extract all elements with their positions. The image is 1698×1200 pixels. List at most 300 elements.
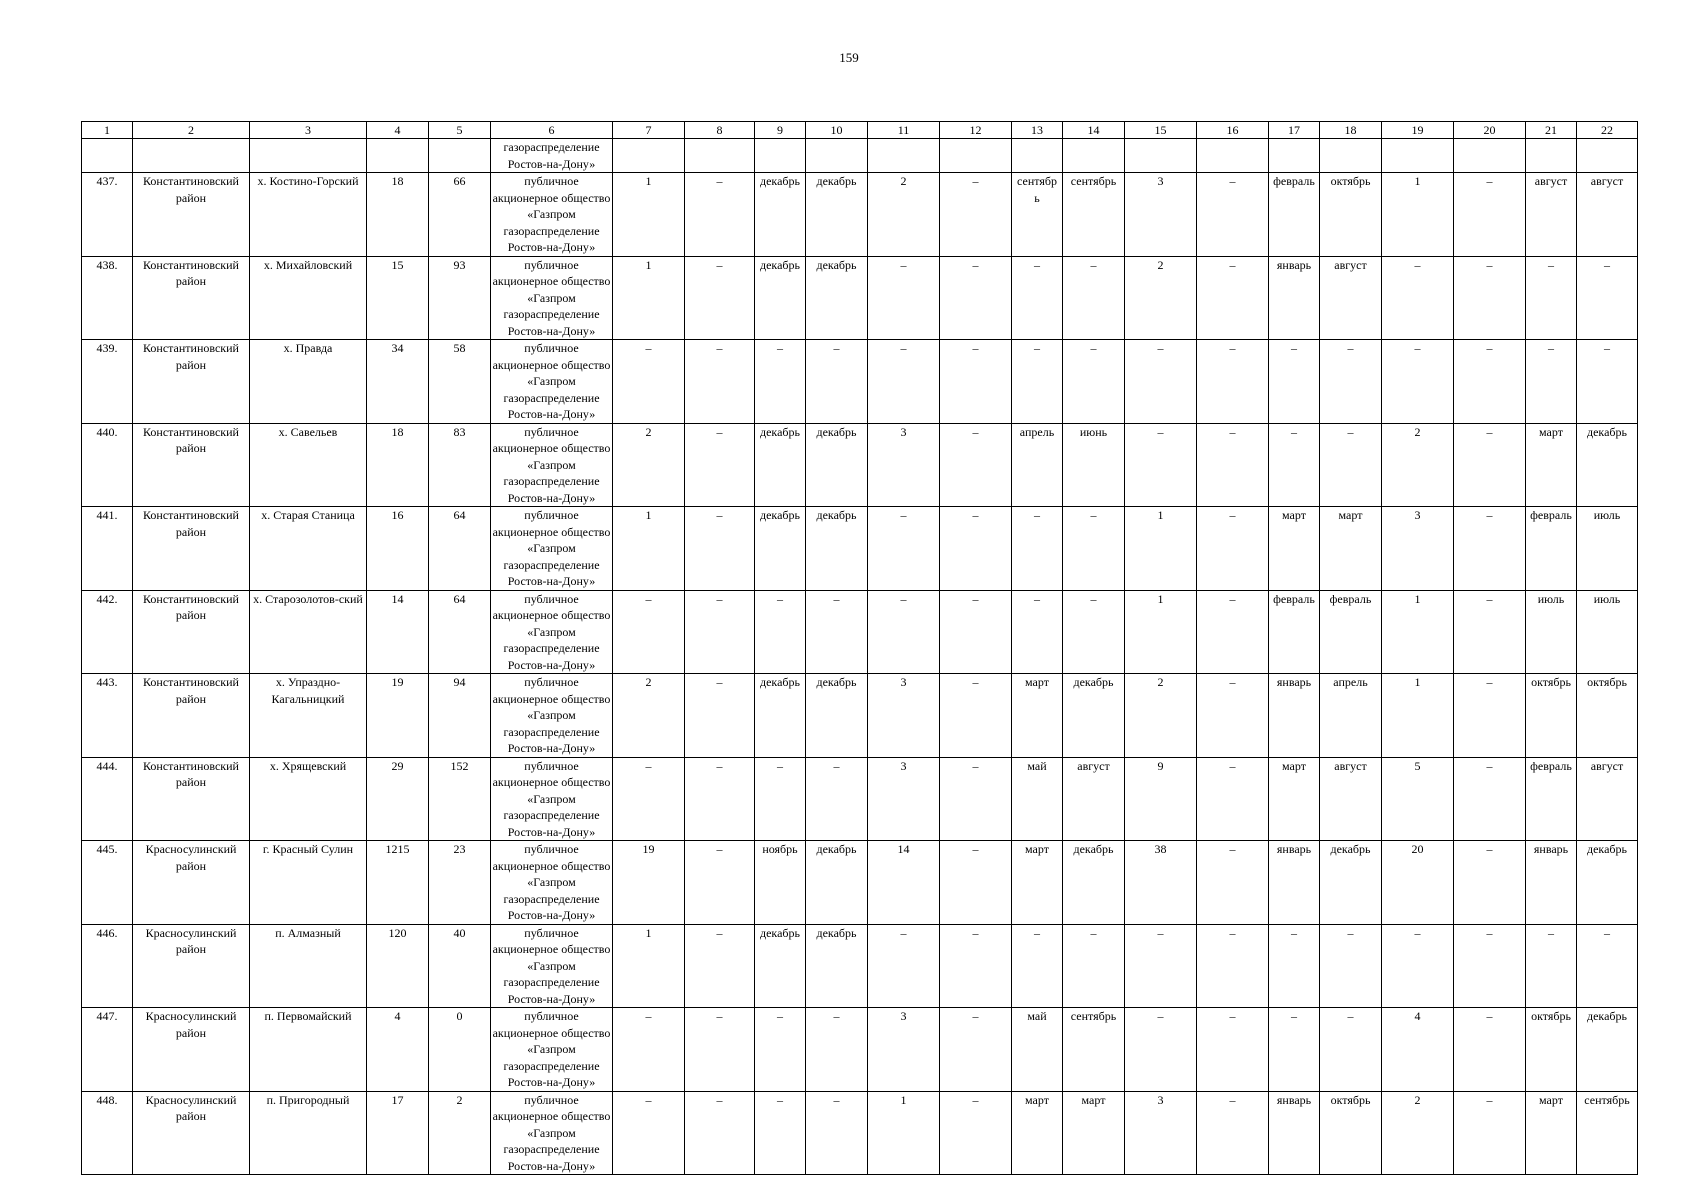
table-cell-col-18: – <box>1320 423 1382 507</box>
table-cell-col-12: – <box>940 1008 1012 1092</box>
table-cell-col-13: сентябр ь <box>1012 173 1063 257</box>
table-cell-col-9: декабрь <box>755 256 806 340</box>
column-number-16: 16 <box>1197 122 1269 139</box>
table-cell-col-6: публичное акционерное общество «Газпром газораспределение Ростов-на-Дону» <box>491 674 613 758</box>
table-cell-col-17: февраль <box>1269 173 1320 257</box>
table-cell-col-16: – <box>1197 340 1269 424</box>
table-cell-col-8: – <box>685 1008 755 1092</box>
table-cell-col-16: – <box>1197 173 1269 257</box>
continuation-cell <box>868 139 940 173</box>
table-cell-col-14: – <box>1063 340 1125 424</box>
table-cell-col-21: октябрь <box>1526 674 1577 758</box>
table-cell-col-18: – <box>1320 340 1382 424</box>
table-cell-col-18: – <box>1320 1008 1382 1092</box>
table-cell-col-13: – <box>1012 340 1063 424</box>
table-cell-col-13: март <box>1012 674 1063 758</box>
table-cell-col-11: – <box>868 590 940 674</box>
table-cell-col-18: март <box>1320 507 1382 591</box>
table-cell-col-15: – <box>1125 423 1197 507</box>
table-cell-col-2: Константиновский район <box>133 674 250 758</box>
table-cell-col-19: – <box>1382 256 1454 340</box>
table-cell-col-1: 448. <box>82 1091 133 1175</box>
table-cell-col-21: март <box>1526 1091 1577 1175</box>
table-cell-col-5: 23 <box>429 841 491 925</box>
table-cell-col-3: х. Упраздно-Кагальницкий <box>250 674 367 758</box>
column-number-3: 3 <box>250 122 367 139</box>
data-table <box>81 121 1638 1175</box>
table-cell-col-20: – <box>1454 674 1526 758</box>
table-cell-col-6: публичное акционерное общество «Газпром газораспределение Ростов-на-Дону» <box>491 256 613 340</box>
table-cell-col-9: декабрь <box>755 924 806 1008</box>
continuation-cell <box>367 139 429 173</box>
column-number-22: 22 <box>1577 122 1638 139</box>
table-cell-col-20: – <box>1454 173 1526 257</box>
table-cell-col-3: х. Костино-Горский <box>250 173 367 257</box>
table-cell-col-3: п. Алмазный <box>250 924 367 1008</box>
table-cell-col-7: 2 <box>613 674 685 758</box>
table-cell-col-8: – <box>685 507 755 591</box>
table-cell-col-19: 1 <box>1382 590 1454 674</box>
table-cell-col-17: январь <box>1269 674 1320 758</box>
table-cell-col-5: 93 <box>429 256 491 340</box>
column-number-17: 17 <box>1269 122 1320 139</box>
table-cell-col-22: июль <box>1577 507 1638 591</box>
table-cell-col-6: публичное акционерное общество «Газпром газораспределение Ростов-на-Дону» <box>491 590 613 674</box>
table-cell-col-13: – <box>1012 590 1063 674</box>
table-cell-col-3: х. Старозолотов-ский <box>250 590 367 674</box>
continuation-cell <box>685 139 755 173</box>
table-cell-col-17: январь <box>1269 841 1320 925</box>
table-cell-col-15: – <box>1125 924 1197 1008</box>
table-cell-col-22: август <box>1577 173 1638 257</box>
table-cell-col-6: публичное акционерное общество «Газпром газораспределение Ростов-на-Дону» <box>491 423 613 507</box>
table-cell-col-14: – <box>1063 924 1125 1008</box>
table-cell-col-22: – <box>1577 256 1638 340</box>
table-cell-col-21: – <box>1526 340 1577 424</box>
table-cell-col-5: 64 <box>429 590 491 674</box>
continuation-cell <box>940 139 1012 173</box>
table-cell-col-5: 0 <box>429 1008 491 1092</box>
table-cell-col-11: – <box>868 924 940 1008</box>
table-cell-col-20: – <box>1454 1091 1526 1175</box>
table-cell-col-18: октябрь <box>1320 173 1382 257</box>
table-cell-col-14: – <box>1063 590 1125 674</box>
continuation-cell <box>1454 139 1526 173</box>
continuation-cell <box>613 139 685 173</box>
table-cell-col-14: декабрь <box>1063 674 1125 758</box>
continuation-cell <box>250 139 367 173</box>
table-row <box>82 173 1638 257</box>
table-cell-col-11: – <box>868 256 940 340</box>
table-cell-col-12: – <box>940 423 1012 507</box>
continuation-cell <box>1125 139 1197 173</box>
column-number-9: 9 <box>755 122 806 139</box>
table-cell-col-7: – <box>613 340 685 424</box>
table-cell-col-14: март <box>1063 1091 1125 1175</box>
table-cell-col-2: Константиновский район <box>133 256 250 340</box>
table-row <box>82 841 1638 925</box>
table-cell-col-11: 3 <box>868 423 940 507</box>
table-cell-col-1: 441. <box>82 507 133 591</box>
table-cell-col-12: – <box>940 674 1012 758</box>
table-cell-col-9: декабрь <box>755 674 806 758</box>
continuation-cell <box>1269 139 1320 173</box>
table-cell-col-19: 4 <box>1382 1008 1454 1092</box>
table-cell-col-22: – <box>1577 924 1638 1008</box>
table-cell-col-14: сентябрь <box>1063 1008 1125 1092</box>
table-cell-col-15: 2 <box>1125 256 1197 340</box>
column-number-13: 13 <box>1012 122 1063 139</box>
table-cell-col-8: – <box>685 1091 755 1175</box>
table-cell-col-11: 1 <box>868 1091 940 1175</box>
page-number: 159 <box>839 50 859 65</box>
continuation-cell <box>755 139 806 173</box>
table-cell-col-22: сентябрь <box>1577 1091 1638 1175</box>
table-cell-col-4: 1215 <box>367 841 429 925</box>
table-cell-col-4: 19 <box>367 674 429 758</box>
table-cell-col-4: 16 <box>367 507 429 591</box>
table-cell-col-18: февраль <box>1320 590 1382 674</box>
table-cell-col-3: г. Красный Сулин <box>250 841 367 925</box>
table-row <box>82 674 1638 758</box>
table-cell-col-13: май <box>1012 1008 1063 1092</box>
table-cell-col-19: 3 <box>1382 507 1454 591</box>
table-row <box>82 590 1638 674</box>
table-cell-col-8: – <box>685 173 755 257</box>
table-cell-col-9: декабрь <box>755 423 806 507</box>
table-cell-col-9: ноябрь <box>755 841 806 925</box>
table-cell-col-7: – <box>613 757 685 841</box>
table-cell-col-11: 2 <box>868 173 940 257</box>
table-cell-col-20: – <box>1454 757 1526 841</box>
column-number-row <box>82 122 1638 139</box>
table-cell-col-6: публичное акционерное общество «Газпром газораспределение Ростов-на-Дону» <box>491 757 613 841</box>
column-number-18: 18 <box>1320 122 1382 139</box>
table-cell-col-6: публичное акционерное общество «Газпром газораспределение Ростов-на-Дону» <box>491 1091 613 1175</box>
table-cell-col-3: п. Первомайский <box>250 1008 367 1092</box>
table-cell-col-17: март <box>1269 757 1320 841</box>
table-cell-col-15: 1 <box>1125 507 1197 591</box>
table-cell-col-5: 64 <box>429 507 491 591</box>
table-cell-col-12: – <box>940 340 1012 424</box>
table-cell-col-5: 152 <box>429 757 491 841</box>
table-cell-col-12: – <box>940 757 1012 841</box>
table-cell-col-1: 438. <box>82 256 133 340</box>
table-cell-col-8: – <box>685 757 755 841</box>
table-cell-col-7: 19 <box>613 841 685 925</box>
table-cell-col-22: август <box>1577 757 1638 841</box>
table-cell-col-4: 34 <box>367 340 429 424</box>
table-cell-col-12: – <box>940 173 1012 257</box>
table-cell-col-9: декабрь <box>755 173 806 257</box>
continuation-cell <box>1382 139 1454 173</box>
table-row <box>82 924 1638 1008</box>
table-cell-col-10: – <box>806 340 868 424</box>
continuation-cell <box>133 139 250 173</box>
table-cell-col-16: – <box>1197 674 1269 758</box>
continuation-cell <box>1063 139 1125 173</box>
table-cell-col-14: июнь <box>1063 423 1125 507</box>
table-cell-col-10: декабрь <box>806 924 868 1008</box>
table-cell-col-21: июль <box>1526 590 1577 674</box>
column-number-10: 10 <box>806 122 868 139</box>
table-cell-col-1: 445. <box>82 841 133 925</box>
continuation-cell <box>806 139 868 173</box>
table-cell-col-18: декабрь <box>1320 841 1382 925</box>
table-cell-col-16: – <box>1197 507 1269 591</box>
table-cell-col-16: – <box>1197 423 1269 507</box>
table-cell-col-6: публичное акционерное общество «Газпром газораспределение Ростов-на-Дону» <box>491 340 613 424</box>
table-cell-col-19: 5 <box>1382 757 1454 841</box>
table-cell-col-7: – <box>613 1091 685 1175</box>
table-cell-col-6: публичное акционерное общество «Газпром газораспределение Ростов-на-Дону» <box>491 1008 613 1092</box>
table-cell-col-14: декабрь <box>1063 841 1125 925</box>
table-cell-col-12: – <box>940 924 1012 1008</box>
table-cell-col-9: – <box>755 1091 806 1175</box>
table-row <box>82 507 1638 591</box>
table-cell-col-22: – <box>1577 340 1638 424</box>
continuation-cell <box>82 139 133 173</box>
table-cell-col-8: – <box>685 924 755 1008</box>
table-cell-col-17: февраль <box>1269 590 1320 674</box>
table-row <box>82 757 1638 841</box>
continuation-cell <box>1577 139 1638 173</box>
continuation-cell <box>1320 139 1382 173</box>
table-cell-col-14: август <box>1063 757 1125 841</box>
table-cell-col-12: – <box>940 590 1012 674</box>
table-cell-col-3: х. Хрящевский <box>250 757 367 841</box>
table-cell-col-11: 3 <box>868 674 940 758</box>
table-cell-col-1: 443. <box>82 674 133 758</box>
table-cell-col-8: – <box>685 674 755 758</box>
table-cell-col-10: – <box>806 1091 868 1175</box>
column-number-15: 15 <box>1125 122 1197 139</box>
table-cell-col-2: Константиновский район <box>133 507 250 591</box>
table-cell-col-22: июль <box>1577 590 1638 674</box>
table-cell-col-3: х. Савельев <box>250 423 367 507</box>
table-cell-col-18: август <box>1320 757 1382 841</box>
table-cell-col-21: август <box>1526 173 1577 257</box>
table-cell-col-20: – <box>1454 590 1526 674</box>
table-cell-col-20: – <box>1454 256 1526 340</box>
table-cell-col-10: – <box>806 1008 868 1092</box>
table-cell-col-1: 447. <box>82 1008 133 1092</box>
table-cell-col-7: 1 <box>613 924 685 1008</box>
column-number-12: 12 <box>940 122 1012 139</box>
table-row <box>82 423 1638 507</box>
table-cell-col-16: – <box>1197 590 1269 674</box>
column-number-4: 4 <box>367 122 429 139</box>
table-cell-col-17: – <box>1269 1008 1320 1092</box>
table-cell-col-21: – <box>1526 924 1577 1008</box>
column-number-5: 5 <box>429 122 491 139</box>
table-cell-col-20: – <box>1454 924 1526 1008</box>
table-cell-col-3: х. Правда <box>250 340 367 424</box>
table-cell-col-5: 94 <box>429 674 491 758</box>
table-cell-col-15: 1 <box>1125 590 1197 674</box>
table-cell-col-8: – <box>685 841 755 925</box>
table-cell-col-11: 3 <box>868 1008 940 1092</box>
table-cell-col-5: 66 <box>429 173 491 257</box>
table-cell-col-22: октябрь <box>1577 674 1638 758</box>
table-cell-col-10: декабрь <box>806 841 868 925</box>
table-cell-col-18: апрель <box>1320 674 1382 758</box>
table-cell-col-3: п. Пригородный <box>250 1091 367 1175</box>
table-cell-col-20: – <box>1454 507 1526 591</box>
table-cell-col-8: – <box>685 340 755 424</box>
table-cell-col-2: Константиновский район <box>133 423 250 507</box>
table-cell-col-6: публичное акционерное общество «Газпром газораспределение Ростов-на-Дону» <box>491 841 613 925</box>
table-cell-col-18: – <box>1320 924 1382 1008</box>
table-cell-col-20: – <box>1454 841 1526 925</box>
table-cell-col-11: 3 <box>868 757 940 841</box>
table-cell-col-5: 83 <box>429 423 491 507</box>
table-cell-col-17: – <box>1269 924 1320 1008</box>
column-number-1: 1 <box>82 122 133 139</box>
table-cell-col-13: май <box>1012 757 1063 841</box>
table-cell-col-20: – <box>1454 423 1526 507</box>
table-cell-col-17: март <box>1269 507 1320 591</box>
column-number-2: 2 <box>133 122 250 139</box>
table-cell-col-21: январь <box>1526 841 1577 925</box>
table-cell-col-21: март <box>1526 423 1577 507</box>
table-cell-col-17: – <box>1269 423 1320 507</box>
table-cell-col-20: – <box>1454 340 1526 424</box>
table-cell-col-13: март <box>1012 841 1063 925</box>
table-cell-col-6: публичное акционерное общество «Газпром газораспределение Ростов-на-Дону» <box>491 507 613 591</box>
table-cell-col-15: 3 <box>1125 173 1197 257</box>
table-cell-col-15: 3 <box>1125 1091 1197 1175</box>
table-cell-col-9: – <box>755 590 806 674</box>
table-cell-col-10: декабрь <box>806 256 868 340</box>
table-cell-col-2: Красносулинский район <box>133 924 250 1008</box>
table-cell-col-10: декабрь <box>806 674 868 758</box>
table-cell-col-7: 1 <box>613 173 685 257</box>
table-cell-col-1: 444. <box>82 757 133 841</box>
table-cell-col-14: – <box>1063 256 1125 340</box>
table-cell-col-19: 1 <box>1382 173 1454 257</box>
table-cell-col-14: сентябрь <box>1063 173 1125 257</box>
table-cell-col-1: 437. <box>82 173 133 257</box>
table-cell-col-7: – <box>613 1008 685 1092</box>
table-cell-col-22: декабрь <box>1577 423 1638 507</box>
table-cell-col-2: Красносулинский район <box>133 1008 250 1092</box>
continuation-row <box>82 139 1638 173</box>
table-cell-col-13: – <box>1012 507 1063 591</box>
table-cell-col-2: Красносулинский район <box>133 1091 250 1175</box>
table-row <box>82 1008 1638 1092</box>
table-cell-col-9: – <box>755 1008 806 1092</box>
continuation-cell <box>1012 139 1063 173</box>
continuation-cell: газораспределение Ростов-на-Дону» <box>491 139 613 173</box>
table-cell-col-4: 4 <box>367 1008 429 1092</box>
table-cell-col-15: 38 <box>1125 841 1197 925</box>
table-cell-col-4: 29 <box>367 757 429 841</box>
table-cell-col-10: декабрь <box>806 507 868 591</box>
table-cell-col-11: – <box>868 340 940 424</box>
table-cell-col-19: 2 <box>1382 1091 1454 1175</box>
table-cell-col-19: – <box>1382 924 1454 1008</box>
table-cell-col-7: – <box>613 590 685 674</box>
table-cell-col-16: – <box>1197 757 1269 841</box>
table-cell-col-15: – <box>1125 340 1197 424</box>
table-cell-col-5: 58 <box>429 340 491 424</box>
table-cell-col-4: 18 <box>367 173 429 257</box>
column-number-7: 7 <box>613 122 685 139</box>
table-cell-col-16: – <box>1197 924 1269 1008</box>
table-cell-col-9: декабрь <box>755 507 806 591</box>
table-cell-col-5: 40 <box>429 924 491 1008</box>
table-cell-col-4: 120 <box>367 924 429 1008</box>
table-cell-col-4: 17 <box>367 1091 429 1175</box>
table-cell-col-3: х. Михайловский <box>250 256 367 340</box>
table-cell-col-13: – <box>1012 256 1063 340</box>
table-cell-col-8: – <box>685 590 755 674</box>
table-cell-col-19: 2 <box>1382 423 1454 507</box>
table-cell-col-2: Константиновский район <box>133 590 250 674</box>
table-cell-col-8: – <box>685 423 755 507</box>
table-row <box>82 256 1638 340</box>
table-cell-col-16: – <box>1197 1008 1269 1092</box>
table-cell-col-21: октябрь <box>1526 1008 1577 1092</box>
table-cell-col-20: – <box>1454 1008 1526 1092</box>
table-cell-col-21: февраль <box>1526 757 1577 841</box>
continuation-cell <box>1526 139 1577 173</box>
column-number-14: 14 <box>1063 122 1125 139</box>
table-cell-col-16: – <box>1197 841 1269 925</box>
table-cell-col-2: Красносулинский район <box>133 841 250 925</box>
table-cell-col-7: 1 <box>613 507 685 591</box>
table-cell-col-17: январь <box>1269 1091 1320 1175</box>
table-cell-col-17: январь <box>1269 256 1320 340</box>
table-cell-col-13: март <box>1012 1091 1063 1175</box>
table-cell-col-4: 15 <box>367 256 429 340</box>
table-cell-col-18: август <box>1320 256 1382 340</box>
table-cell-col-19: 20 <box>1382 841 1454 925</box>
table-cell-col-14: – <box>1063 507 1125 591</box>
table-cell-col-16: – <box>1197 256 1269 340</box>
table-cell-col-6: публичное акционерное общество «Газпром газораспределение Ростов-на-Дону» <box>491 173 613 257</box>
table-cell-col-16: – <box>1197 1091 1269 1175</box>
column-number-19: 19 <box>1382 122 1454 139</box>
table-cell-col-17: – <box>1269 340 1320 424</box>
table-row <box>82 1091 1638 1175</box>
table-cell-col-10: – <box>806 590 868 674</box>
table-cell-col-10: – <box>806 757 868 841</box>
column-number-20: 20 <box>1454 122 1526 139</box>
table-cell-col-2: Константиновский район <box>133 340 250 424</box>
table-cell-col-21: февраль <box>1526 507 1577 591</box>
table-cell-col-13: апрель <box>1012 423 1063 507</box>
table-cell-col-19: – <box>1382 340 1454 424</box>
table-cell-col-9: – <box>755 757 806 841</box>
continuation-cell <box>1197 139 1269 173</box>
table-cell-col-4: 18 <box>367 423 429 507</box>
column-number-11: 11 <box>868 122 940 139</box>
table-cell-col-12: – <box>940 1091 1012 1175</box>
table-cell-col-15: – <box>1125 1008 1197 1092</box>
column-number-6: 6 <box>491 122 613 139</box>
table-cell-col-11: 14 <box>868 841 940 925</box>
table-cell-col-7: 2 <box>613 423 685 507</box>
table-row <box>82 340 1638 424</box>
continuation-cell <box>429 139 491 173</box>
table-cell-col-22: декабрь <box>1577 841 1638 925</box>
table-cell-col-1: 442. <box>82 590 133 674</box>
table-cell-col-19: 1 <box>1382 674 1454 758</box>
table-cell-col-15: 2 <box>1125 674 1197 758</box>
table-cell-col-21: – <box>1526 256 1577 340</box>
